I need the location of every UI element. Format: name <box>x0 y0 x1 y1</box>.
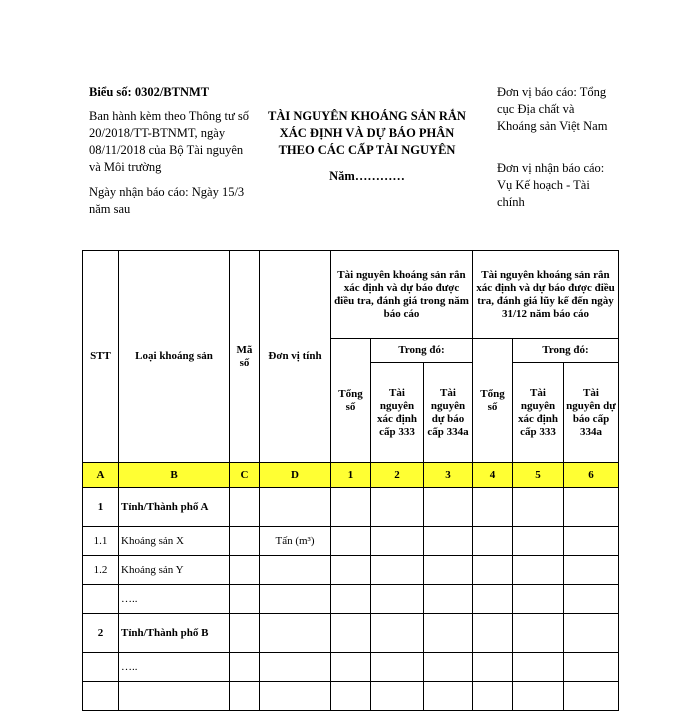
index-cell: D <box>260 463 331 488</box>
index-cell: 1 <box>331 463 371 488</box>
row-unit <box>260 488 331 527</box>
report-table <box>82 250 619 711</box>
table-row <box>83 682 619 711</box>
header-group-year: Tài nguyên khoáng sản rắn xác định và dự báo được điều tra, đánh giá trong năm báo cáo <box>331 251 473 339</box>
index-cell: C <box>230 463 260 488</box>
page-title: TÀI NGUYÊN KHOÁNG SẢN RẮN XÁC ĐỊNH VÀ DỰ BÁO PHÂN THEO CÁC CẤP TÀI NGUYÊN <box>268 109 466 157</box>
row-stt: 2 <box>83 614 119 653</box>
row-unit <box>260 556 331 585</box>
report-date: Ngày nhận báo cáo: Ngày 15/3 năm sau <box>89 185 245 216</box>
row-stt: 1.2 <box>83 556 119 585</box>
row-name: Tỉnh/Thành phố A <box>119 488 230 527</box>
row-unit: Tấn (m³) <box>260 527 331 556</box>
header-333-2: Tài nguyên xác định cấp 333 <box>513 363 564 463</box>
header-333-1: Tài nguyên xác định cấp 333 <box>371 363 424 463</box>
row-name: ….. <box>119 585 230 614</box>
form-code: Biểu số: 0302/BTNMT <box>89 85 210 99</box>
issued-with: Ban hành kèm theo Thông tư số 20/2018/TT-BTNMT, ngày 08/11/2018 của Bộ Tài nguyên và Môi trường <box>89 109 249 174</box>
row-name: Khoáng sản Y <box>119 556 230 585</box>
row-stt: 1 <box>83 488 119 527</box>
header-334a-2: Tài nguyên dự báo cấp 334a <box>564 363 619 463</box>
row-name: ….. <box>119 653 230 682</box>
row-unit <box>260 653 331 682</box>
header-of-which-1: Trong đó: <box>371 339 473 363</box>
row-unit <box>260 614 331 653</box>
year-line: Năm………… <box>329 169 405 183</box>
header-of-which-2: Trong đó: <box>513 339 619 363</box>
row-stt: 1.1 <box>83 527 119 556</box>
table-row <box>83 585 619 614</box>
header-group-cumulative: Tài nguyên khoáng sản rắn xác định và dự báo được điều tra, đánh giá lũy kế đến ngày 31/12 năm báo cáo <box>473 251 619 339</box>
index-cell: 6 <box>564 463 619 488</box>
index-row <box>83 463 619 488</box>
receiving-unit: Đơn vị nhận báo cáo: Vụ Kế hoạch - Tài chính <box>497 161 605 209</box>
index-cell: B <box>119 463 230 488</box>
index-cell: 3 <box>424 463 473 488</box>
row-name: Khoáng sản X <box>119 527 230 556</box>
reporting-unit: Đơn vị báo cáo: Tổng cục Địa chất và Khoáng sản Việt Nam <box>497 85 608 133</box>
index-cell: 4 <box>473 463 513 488</box>
header-type: Loại khoáng sản <box>119 251 230 463</box>
header-unit: Đơn vị tính <box>260 251 331 463</box>
row-unit <box>260 585 331 614</box>
header-334a-1: Tài nguyên dự báo cấp 334a <box>424 363 473 463</box>
index-cell: 5 <box>513 463 564 488</box>
header-code: Mã số <box>230 251 260 463</box>
index-cell: 2 <box>371 463 424 488</box>
table-row <box>83 614 619 653</box>
row-name: Tỉnh/Thành phố B <box>119 614 230 653</box>
index-cell: A <box>83 463 119 488</box>
row-stt <box>83 653 119 682</box>
row-stt <box>83 585 119 614</box>
header-total-1: Tổng số <box>331 339 371 463</box>
table-row <box>83 556 619 585</box>
table-row <box>83 488 619 527</box>
header-stt: STT <box>83 251 119 463</box>
table-row <box>83 527 619 556</box>
table-row <box>83 653 619 682</box>
header-total-2: Tổng số <box>473 339 513 463</box>
